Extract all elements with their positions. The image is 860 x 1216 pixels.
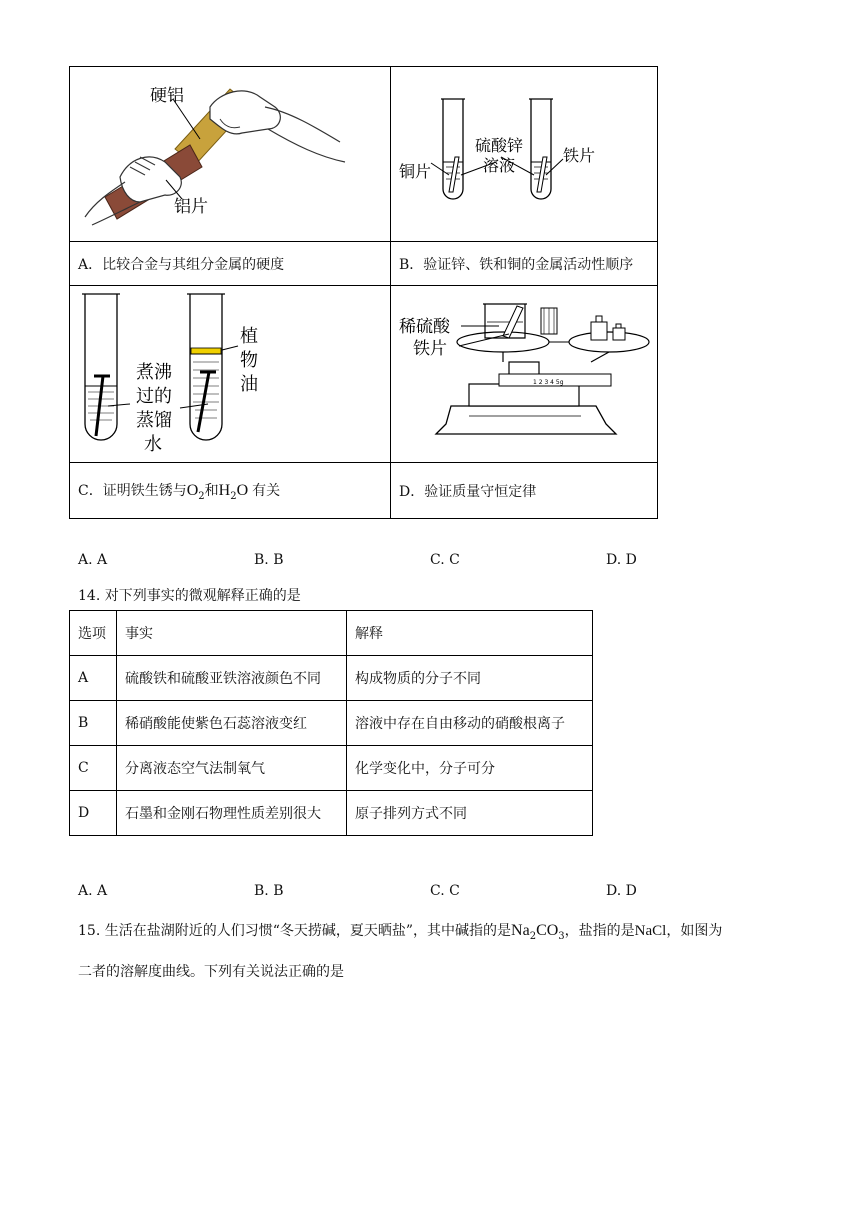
label-water-4: 水 xyxy=(144,434,162,455)
q13-option-a[interactable]: A. A xyxy=(78,552,108,568)
q15-stem-line2: 二者的溶解度曲线。下列有关说法正确的是 xyxy=(78,964,344,980)
svg-text:1 2 3 4 5g: 1 2 3 4 5g xyxy=(533,379,564,386)
test-tube-illustration xyxy=(391,67,657,237)
label-duralumin: 硬铝 xyxy=(150,86,184,106)
q14-option-d[interactable]: D. D xyxy=(606,883,637,899)
label-water-2: 过的 xyxy=(136,386,172,407)
label-aluminium: 铝片 xyxy=(174,197,208,217)
label-iron-piece: 铁片 xyxy=(413,339,447,359)
table-row: C 分离液态空气法制氧气 化学变化中，分子可分 xyxy=(70,746,593,791)
caption-d: D．验证质量守恒定律 xyxy=(391,463,658,519)
label-copper: 铜片 xyxy=(399,162,432,181)
q13-option-d[interactable]: D. D xyxy=(606,552,637,568)
label-iron: 铁片 xyxy=(563,146,596,165)
cell-c-image xyxy=(70,286,391,463)
header-explanation: 解释 xyxy=(347,611,593,656)
label-zinc-sulfate: 硫酸锌 xyxy=(475,136,524,155)
label-dilute-acid: 稀硫酸 xyxy=(399,317,450,337)
q14-option-b[interactable]: B. B xyxy=(254,883,284,899)
cell-d-image xyxy=(391,286,658,463)
q13-options-table xyxy=(69,66,658,519)
q14-option-c[interactable]: C. C xyxy=(430,883,460,899)
table-row: B 稀硝酸能使紫色石蕊溶液变红 溶液中存在自由移动的硝酸根离子 xyxy=(70,701,593,746)
q14-option-a[interactable]: A. A xyxy=(78,883,108,899)
table-row: A 硫酸铁和硫酸亚铁溶液颜色不同 构成物质的分子不同 xyxy=(70,656,593,701)
q13-option-c[interactable]: C. C xyxy=(430,552,460,568)
cell-a-image xyxy=(70,67,391,242)
label-oil-3: 油 xyxy=(240,374,258,395)
label-water-3: 蒸馏 xyxy=(136,410,172,431)
balance-illustration xyxy=(391,286,657,458)
q13-option-b[interactable]: B. B xyxy=(254,552,284,568)
caption-b: B．验证锌、铁和铜的金属活动性顺序 xyxy=(391,242,658,286)
header-fact: 事实 xyxy=(117,611,347,656)
label-water-1: 煮沸 xyxy=(136,362,172,383)
caption-c: C．证明铁生锈与$O_2$和$H_2O$ 有关 xyxy=(70,463,391,519)
table-header-row xyxy=(70,611,593,656)
cell-b-image xyxy=(391,67,658,242)
rust-illustration xyxy=(70,286,390,458)
label-oil-2: 物 xyxy=(240,350,258,371)
label-oil-1: 植 xyxy=(240,326,258,347)
q15-stem-line1: 15. 生活在盐湖附近的人们习惯“冬天捞碱，夏天晒盐”，其中碱指的是$Na_2CO_3$，盐指的是NaCl，如图为 xyxy=(78,922,723,942)
q14-table xyxy=(69,610,593,836)
table-row: D 石墨和金刚石物理性质差别很大 原子排列方式不同 xyxy=(70,791,593,836)
header-option: 选项 xyxy=(70,611,117,656)
caption-a: A．比较合金与其组分金属的硬度 xyxy=(70,242,391,286)
q14-stem: 14. 对下列事实的微观解释正确的是 xyxy=(78,588,301,604)
hardness-illustration xyxy=(70,67,390,237)
label-solution: 溶液 xyxy=(483,156,516,175)
